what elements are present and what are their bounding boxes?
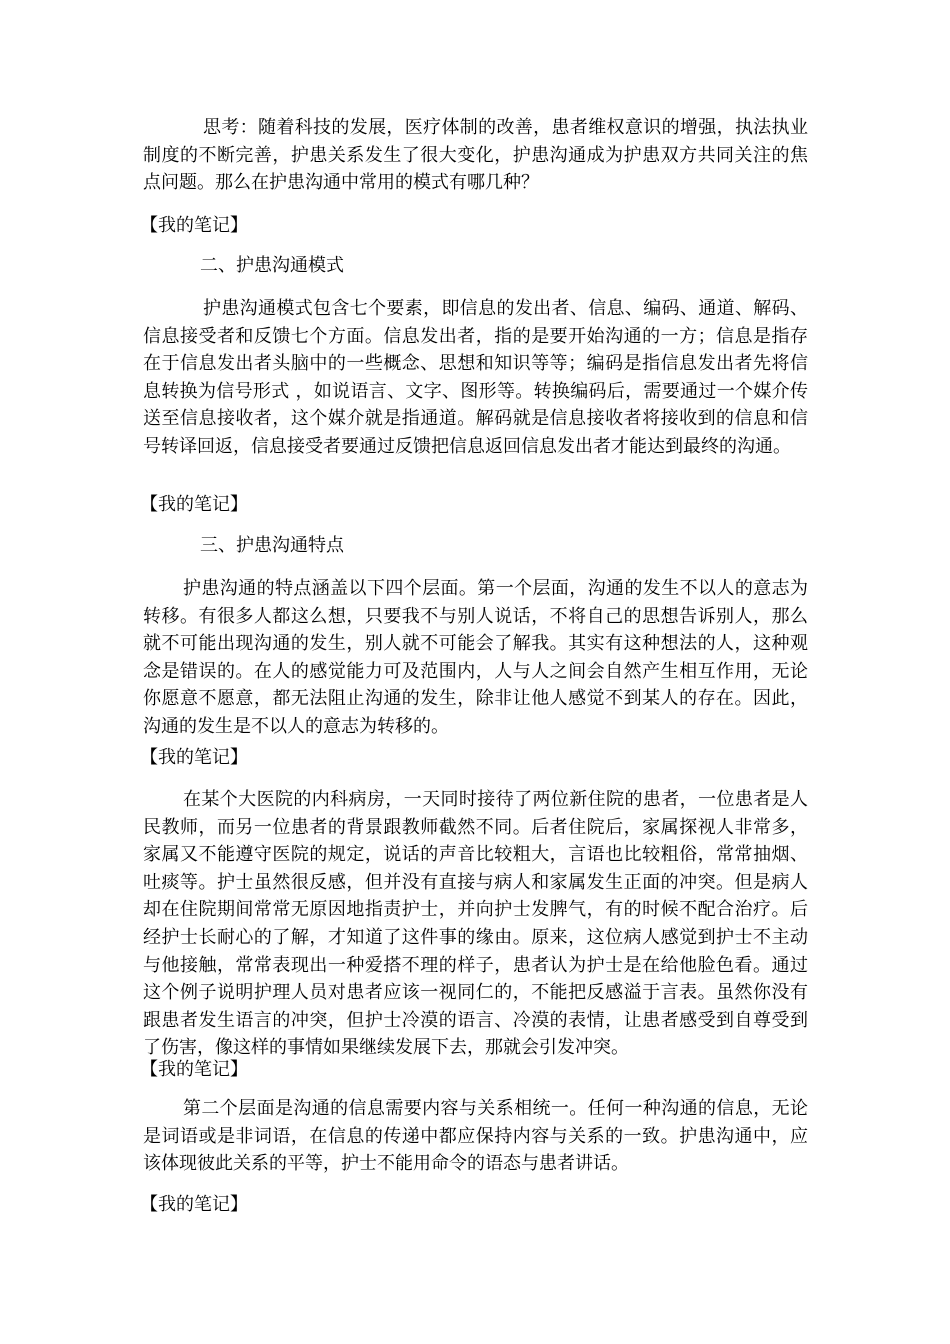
communication-model-paragraph: 护患沟通模式包含七个要素，即信息的发出者、信息、编码、通道、解码、信息接受者和反馈七个方面。信息发出者，指的是要开始沟通的一方；信息是指存在于信息发出者头脑中的一些概念、思想和知识等等；编码是指信息发出者先将信息转换为信号形式 ，如说语言、文字、图形等。转换编码后，需要通过一个媒介传送至信息接收者，这个媒介就是指通道。解码就是信息接收者将接收到的信息和信号转译回返，信息接受者要通过反馈把信息返回信息发出者才能达到最终的沟通。 (143, 298, 808, 457)
case-example-paragraph: 在某个大医院的内科病房，一天同时接待了两位新住院的患者，一位患者是人民教师，而另一位患者的背景跟教师截然不同。后者住院后，家属探视人非常多，家属又不能遵守医院的规定，说话的声音比较粗大，言语也比较粗俗，常常抽烟、吐痰等。护士虽然很反感，但并没有直接与病人和家属发生正面的冲突。但是病人却在住院期间常常无原因地指责护士，并向护士发脾气，有的时候不配合治疗。后经护士长耐心的了解，才知道了这件事的缘由。原来，这位病人感觉到护士不主动与他接触，常常表现出一种爱搭不理的样子，患者认为护士是在给他脸色看。通过这个例子说明护理人员对患者应该一视同仁的，不能把反感溢于言表。虽然你没有跟患者发生语言的冲突，但护士冷漠的语言、冷漠的表情，让患者感受到自尊受到了伤害，像这样的事情如果继续发展下去，那就会引发冲突。 (143, 789, 808, 1059)
section-heading-communication-features: 三、护患沟通特点 (200, 535, 344, 556)
features-paragraph-second-level: 第二个层面是沟通的信息需要内容与关系相统一。任何一种沟通的信息，无论是词语或是非词语，在信息的传递中都应保持内容与关系的一致。护患沟通中，应该体现彼此关系的平等，护士不能用命令的语态与患者讲话。 (143, 1098, 808, 1175)
my-notes-label: 【我的笔记】 (140, 1194, 248, 1215)
thinking-paragraph: 思考：随着科技的发展，医疗体制的改善，患者维权意识的增强，执法执业制度的不断完善，护患关系发生了很大变化，护患沟通成为护患双方共同关注的焦点问题。那么在护患沟通中常用的模式有哪几种？ (143, 117, 808, 194)
features-paragraph-first-level: 护患沟通的特点涵盖以下四个层面。第一个层面，沟通的发生不以人的意志为转移。有很多人都这么想，只要我不与别人说话，不将自己的思想告诉别人，那么就不可能出现沟通的发生，别人就不可能会了解我。其实有这种想法的人，这种观念是错误的。在人的感觉能力可及范围内，人与人之间会自然产生相互作用，无论你愿意不愿意，都无法阻止沟通的发生，除非让他人感觉不到某人的存在。因此，沟通的发生是不以人的意志为转移的。 (143, 578, 808, 737)
section-heading-communication-model: 二、护患沟通模式 (200, 255, 344, 276)
my-notes-label: 【我的笔记】 (140, 215, 248, 236)
my-notes-label: 【我的笔记】 (140, 747, 248, 768)
my-notes-label: 【我的笔记】 (140, 1059, 248, 1080)
my-notes-label: 【我的笔记】 (140, 494, 248, 515)
